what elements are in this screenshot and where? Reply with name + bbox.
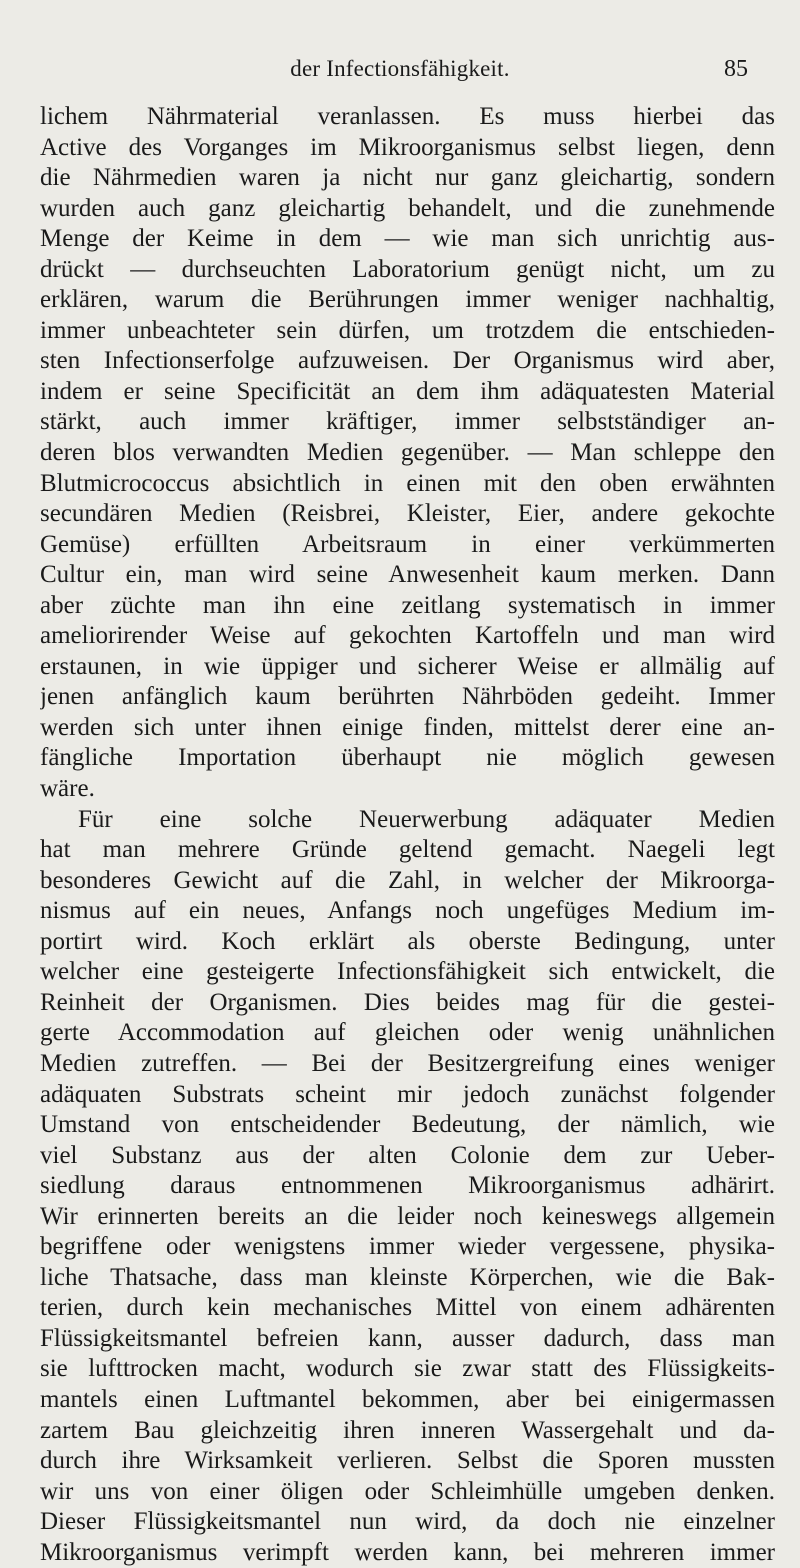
running-head bbox=[0, 56, 800, 86]
text-line: Gemüse) erfüllten Arbeitsraum in einer verkümmerten bbox=[40, 530, 775, 558]
text-line: Blutmicrococcus absichtlich in einen mit den oben erwähnten bbox=[40, 469, 775, 497]
text-line: hat man mehrere Gründe geltend gemacht. Naegeli legt bbox=[40, 836, 775, 864]
text-line: zartem Bau gleichzeitig ihren inneren Wassergehalt und da- bbox=[40, 1416, 775, 1444]
text-line: jenen anfänglich kaum berührten Nährböden gedeiht. Immer bbox=[40, 683, 775, 711]
text-line: lichem Nährmaterial veranlassen. Es muss hierbei das bbox=[40, 103, 775, 130]
text-line: immer unbeachteter sein dürfen, um trotzdem die entschieden- bbox=[40, 316, 775, 344]
text-line: ameliorirender Weise auf gekochten Kartoffeln und man wird bbox=[40, 622, 775, 650]
text-line: Für eine solche Neuerwerbung adäquater Medien bbox=[78, 805, 775, 833]
page-number: 85 bbox=[724, 56, 748, 82]
text-line: Medien zutreffen. — Bei der Besitzergreifung eines weniger bbox=[40, 1049, 775, 1077]
text-line: Wir erinnerten bereits an die leider noch keineswegs allgemein bbox=[40, 1202, 775, 1230]
text-line: drückt — durchseuchten Laboratorium genügt nicht, um zu bbox=[40, 255, 775, 283]
text-line: deren blos verwandten Medien gegenüber. — Man schleppe den bbox=[40, 439, 775, 467]
text-line: begriffene oder wenigstens immer wieder vergessene, physika- bbox=[40, 1233, 775, 1261]
text-line: sie lufttrocken macht, wodurch sie zwar statt des Flüssigkeits- bbox=[40, 1355, 775, 1383]
text-line: terien, durch kein mechanisches Mittel von einem adhärenten bbox=[40, 1294, 775, 1322]
text-line: Active des Vorganges im Mikroorganismus selbst liegen, denn bbox=[40, 133, 775, 161]
body-text bbox=[40, 102, 775, 1568]
text-line: Umstand von entscheidender Bedeutung, der nämlich, wie bbox=[40, 1111, 775, 1139]
text-line: Dieser Flüssigkeitsmantel nun wird, da doch nie einzelner bbox=[40, 1508, 775, 1536]
text-line: Mikroorganismus verimpft werden kann, bei mehreren immer bbox=[40, 1538, 775, 1566]
text-line: Menge der Keime in dem — wie man sich unrichtig aus- bbox=[40, 225, 775, 253]
text-line: aber züchte man ihn eine zeitlang systematisch in immer bbox=[40, 591, 775, 619]
text-line: werden sich unter ihnen einige finden, mittelst derer eine an- bbox=[40, 713, 775, 741]
text-line: durch ihre Wirksamkeit verlieren. Selbst die Sporen mussten bbox=[40, 1447, 775, 1475]
text-line: wir uns von einer öligen oder Schleimhülle umgeben denken. bbox=[40, 1477, 775, 1505]
text-line: erstaunen, in wie üppiger und sicherer Weise er allmälig auf bbox=[40, 652, 775, 680]
text-line: welcher eine gesteigerte Infectionsfähigkeit sich entwickelt, die bbox=[40, 958, 775, 986]
text-line: siedlung daraus entnommenen Mikroorganismus adhärirt. bbox=[40, 1172, 775, 1200]
running-title: der Infectionsfähigkeit. bbox=[290, 56, 510, 81]
text-line: Flüssigkeitsmantel befreien kann, ausser dadurch, dass man bbox=[40, 1324, 775, 1352]
text-line: mantels einen Luftmantel bekommen, aber bei einigermassen bbox=[40, 1385, 775, 1413]
text-line: secundären Medien (Reisbrei, Kleister, Eier, andere gekochte bbox=[40, 500, 775, 528]
text-line: gerte Accommodation auf gleichen oder wenig unähnlichen bbox=[40, 1019, 775, 1047]
text-line: adäquaten Substrats scheint mir jedoch zunächst folgender bbox=[40, 1080, 775, 1108]
text-line: Reinheit der Organismen. Dies beides mag für die gestei- bbox=[40, 988, 775, 1016]
text-line: sten Infectionserfolge aufzuweisen. Der Organismus wird aber, bbox=[40, 347, 775, 375]
text-line: stärkt, auch immer kräftiger, immer selbstständiger an- bbox=[40, 408, 775, 436]
text-line: erklären, warum die Berührungen immer weniger nachhaltig, bbox=[40, 286, 775, 314]
text-line: wurden auch ganz gleichartig behandelt, und die zunehmende bbox=[40, 194, 775, 222]
text-line: wäre. bbox=[40, 775, 95, 803]
text-line: viel Substanz aus der alten Colonie dem zur Ueber- bbox=[40, 1141, 775, 1169]
text-line: fängliche Importation überhaupt nie möglich gewesen bbox=[40, 744, 775, 772]
text-line: liche Thatsache, dass man kleinste Körperchen, wie die Bak- bbox=[40, 1263, 775, 1291]
text-line: portirt wird. Koch erklärt als oberste Bedingung, unter bbox=[40, 927, 775, 955]
text-line: Cultur ein, man wird seine Anwesenheit kaum merken. Dann bbox=[40, 561, 775, 589]
text-line: besonderes Gewicht auf die Zahl, in welcher der Mikroorga- bbox=[40, 866, 775, 894]
text-line: nismus auf ein neues, Anfangs noch ungefüges Medium im- bbox=[40, 897, 775, 925]
text-line: indem er seine Specificität an dem ihm adäquatesten Material bbox=[40, 377, 775, 405]
text-line: die Nährmedien waren ja nicht nur ganz gleichartig, sondern bbox=[40, 164, 775, 192]
